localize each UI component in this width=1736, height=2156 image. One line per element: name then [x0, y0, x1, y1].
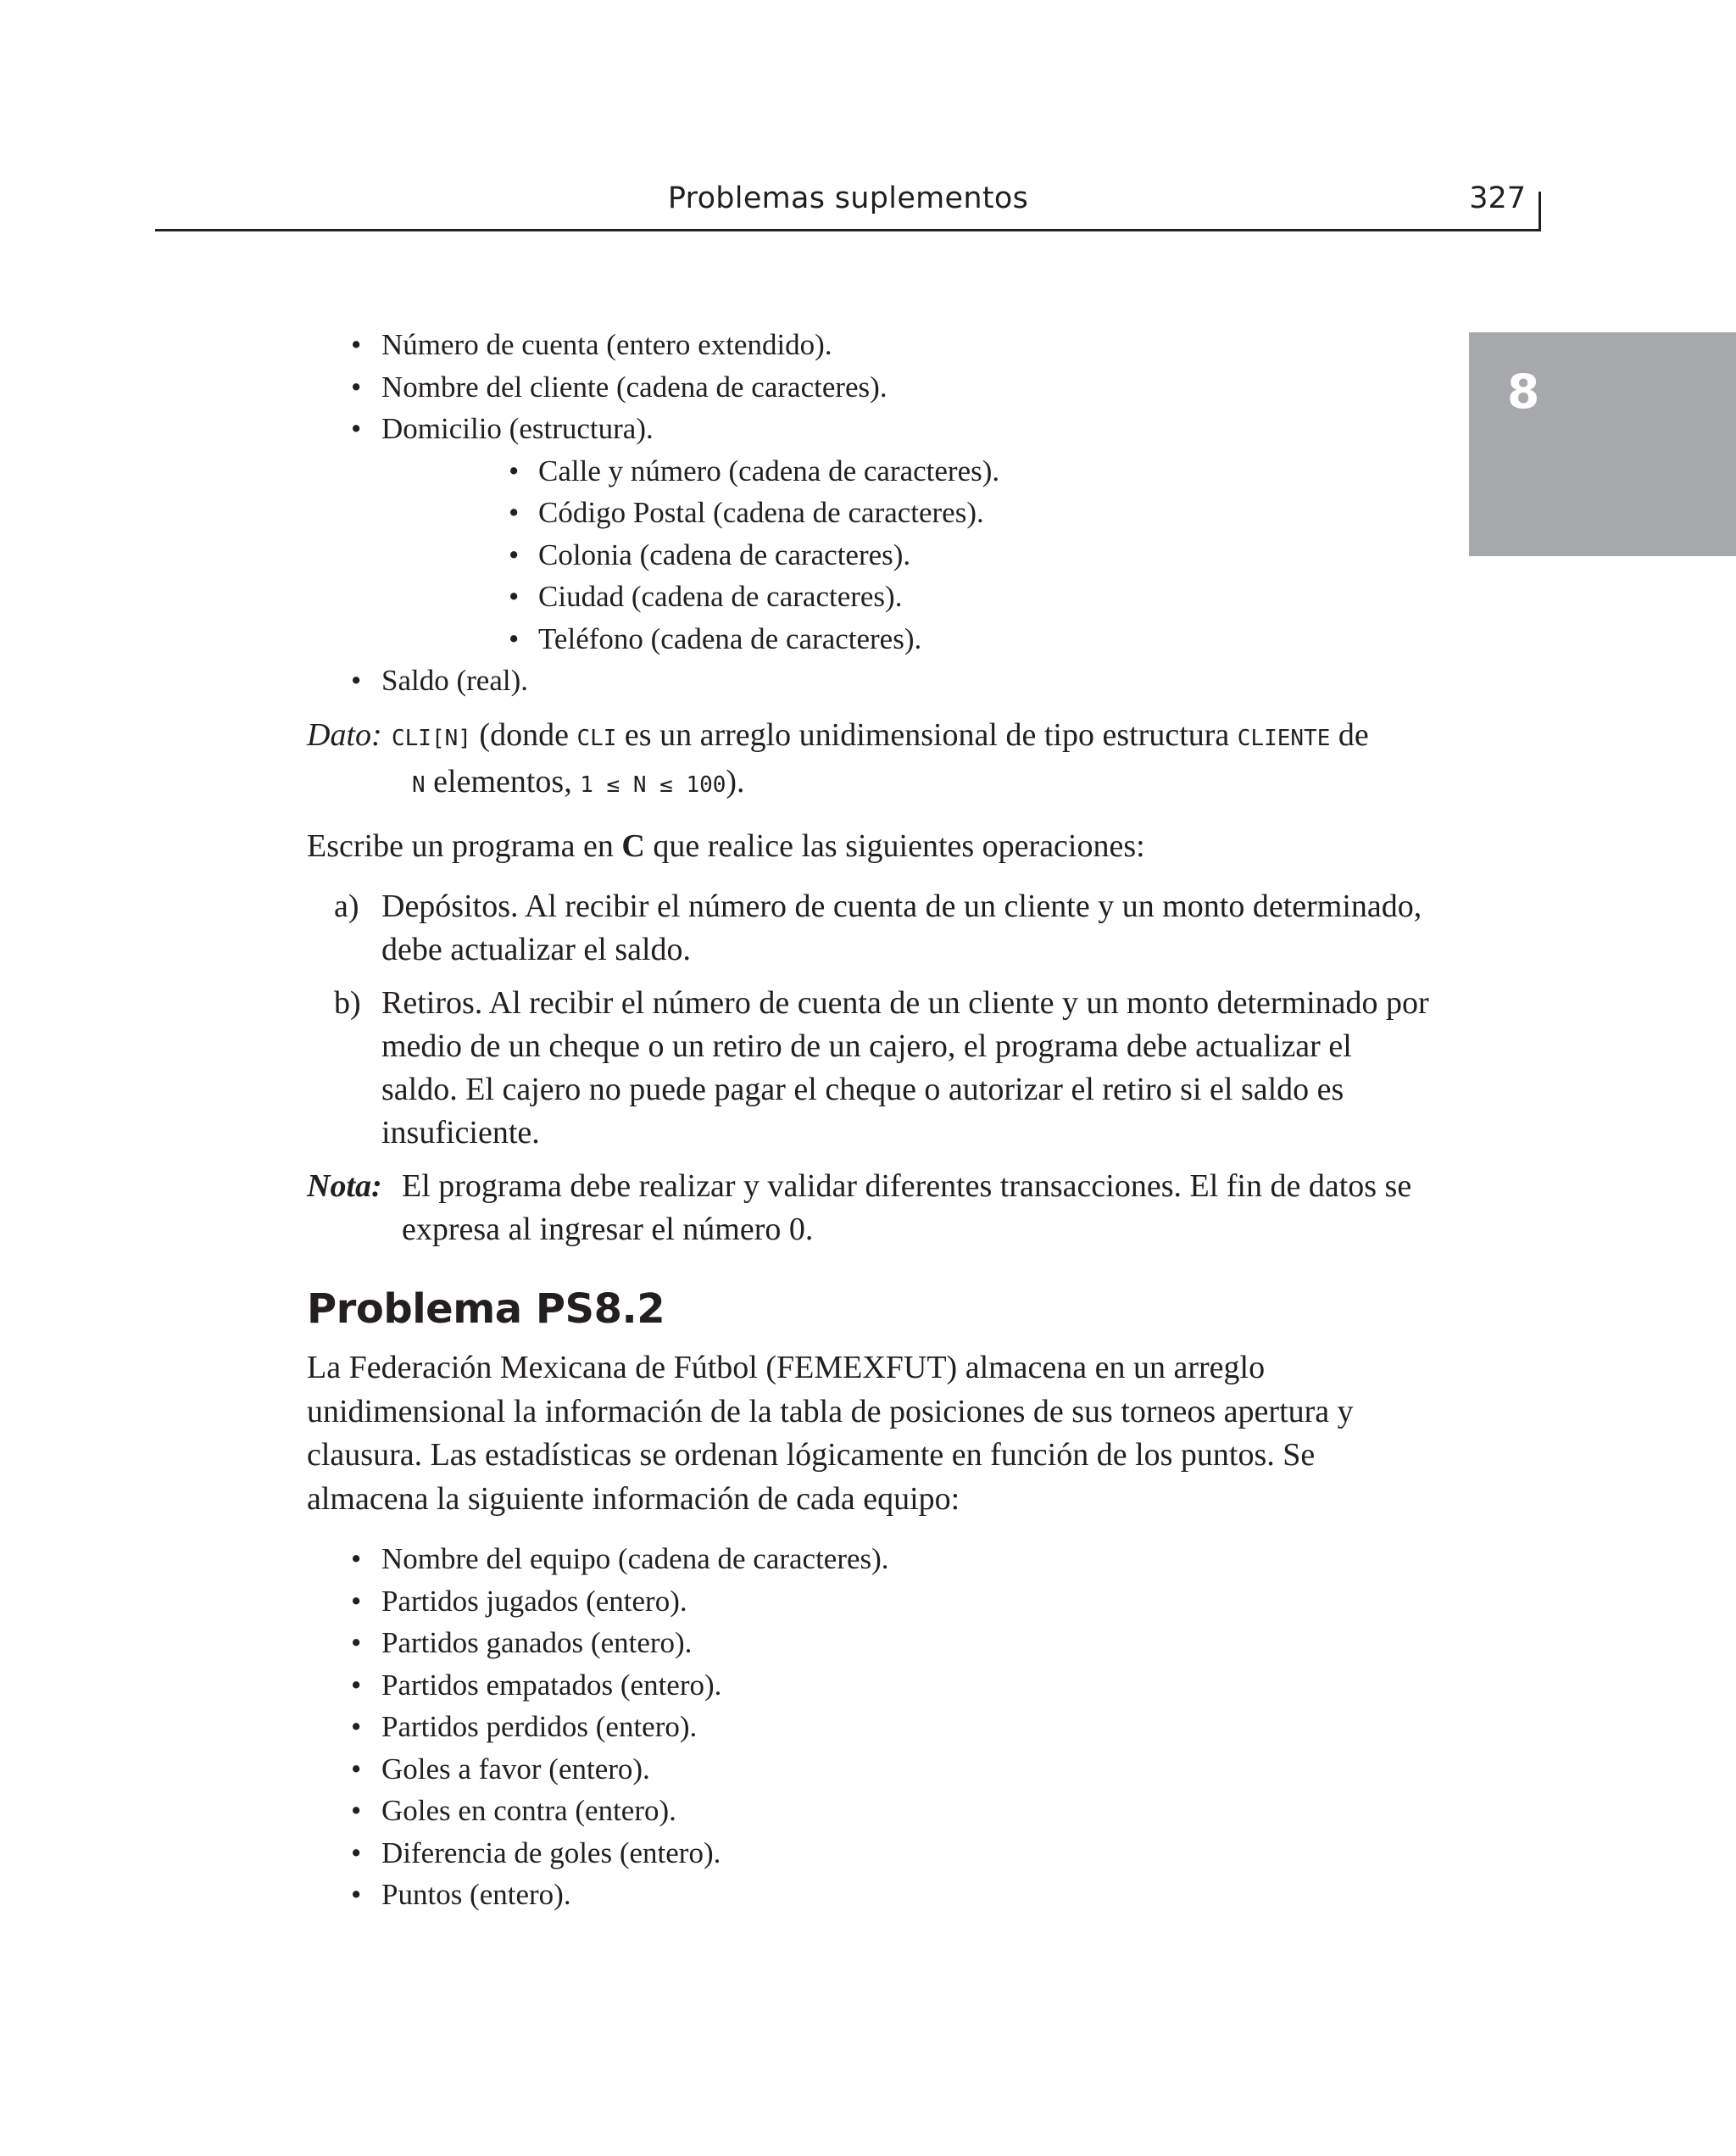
running-head-title: Problemas suplementos: [667, 181, 1029, 215]
list-item: • Partidos perdidos (entero).: [307, 1706, 1434, 1748]
list-item: • Ciudad (cadena de caracteres).: [381, 576, 1434, 618]
page-content: [307, 324, 1434, 1916]
nota-text: El programa debe realizar y validar diferentes transacciones. El fin de datos se expresa al ingresar el número 0.: [402, 1168, 1412, 1247]
operation-text: Retiros. Al recibir el número de cuenta de un cliente y un monto determinado por medio de un cheque o un retiro de un cajero, el programa debe actualizar el saldo. El cajero no puede pagar el cheque o autorizar el retiro si el saldo es insuficiente.: [381, 985, 1429, 1150]
list-item: • Colonia (cadena de caracteres).: [381, 534, 1434, 577]
list-item: • Partidos jugados (entero).: [307, 1580, 1434, 1623]
list-item: • Código Postal (cadena de caracteres).: [381, 492, 1434, 534]
list-item: • Puntos (entero).: [307, 1874, 1434, 1916]
client-fields-list: [307, 324, 1434, 702]
dato-text-4: elementos,: [425, 763, 581, 799]
intro-language: C: [621, 827, 645, 864]
list-item: [307, 982, 1434, 1155]
team-fields-list: [307, 1538, 1434, 1916]
code-range: 1 ≤ N ≤ 100: [580, 772, 726, 798]
list-item-label: Domicilio (estructura).: [381, 412, 654, 445]
nota-block: [307, 1165, 1434, 1251]
section-title: Problema PS8.2: [307, 1285, 665, 1333]
dato-continuation: [392, 760, 1434, 807]
code-cli-array: CLI[N]: [392, 725, 471, 751]
dato-text-1: (donde: [470, 716, 577, 753]
list-item: • Saldo (real).: [307, 660, 1434, 702]
dato-text-5: ).: [726, 763, 745, 799]
operation-text: Depósitos. Al recibir el número de cuenta de un cliente y un monto determinado, debe actualizar el saldo.: [381, 889, 1422, 967]
intro-text-before: Escribe un programa en: [307, 827, 622, 864]
operation-marker: a): [334, 889, 359, 924]
list-item: • Partidos ganados (entero).: [307, 1622, 1434, 1664]
list-item: • Calle y número (cadena de caracteres).: [381, 450, 1434, 493]
code-cliente: CLIENTE: [1237, 725, 1331, 751]
list-item: • Partidos empatados (entero).: [307, 1664, 1434, 1707]
operation-marker: b): [334, 985, 361, 1021]
dato-label: Dato:: [307, 716, 382, 753]
list-item: • Teléfono (cadena de caracteres).: [381, 618, 1434, 660]
code-cli: CLI: [576, 725, 617, 751]
list-item: • Nombre del cliente (cadena de caracteres).: [307, 366, 1434, 409]
list-item: [307, 408, 1434, 660]
intro-text-after: que realice las siguientes operaciones:: [644, 827, 1145, 864]
list-item: • Diferencia de goles (entero).: [307, 1832, 1434, 1875]
intro-paragraph: [307, 825, 1434, 869]
page-number: 327: [1469, 181, 1526, 215]
header-rule-tick: [1538, 192, 1541, 231]
dato-text: [392, 717, 1369, 753]
dato-text-2: es un arreglo unidimensional de tipo estructura: [616, 716, 1238, 753]
list-item: [307, 885, 1434, 972]
list-item: • Goles a favor (entero).: [307, 1748, 1434, 1791]
address-fields-list: [381, 450, 1434, 660]
list-item: • Goles en contra (entero).: [307, 1790, 1434, 1832]
dato-text-3: de: [1330, 716, 1369, 753]
list-item: • Nombre del equipo (cadena de caracteres).: [307, 1538, 1434, 1580]
chapter-number: 8: [1507, 365, 1540, 419]
section-paragraph: La Federación Mexicana de Fútbol (FEMEXFUT) almacena en un arreglo unidimensional la información de la tabla de posiciones de sus torneos apertura y clausura. Las estadísticas se ordenan lógicamente en función de los puntos. Se almacena la siguiente información de cada equipo:: [307, 1350, 1354, 1517]
chapter-tab: [1469, 332, 1736, 556]
list-item: • Número de cuenta (entero extendido).: [307, 324, 1434, 366]
nota-label: Nota:: [307, 1168, 382, 1204]
code-n: N: [412, 772, 426, 798]
running-head: [155, 178, 1541, 231]
dato-block: [307, 714, 1434, 807]
operations-list: [307, 885, 1434, 1155]
